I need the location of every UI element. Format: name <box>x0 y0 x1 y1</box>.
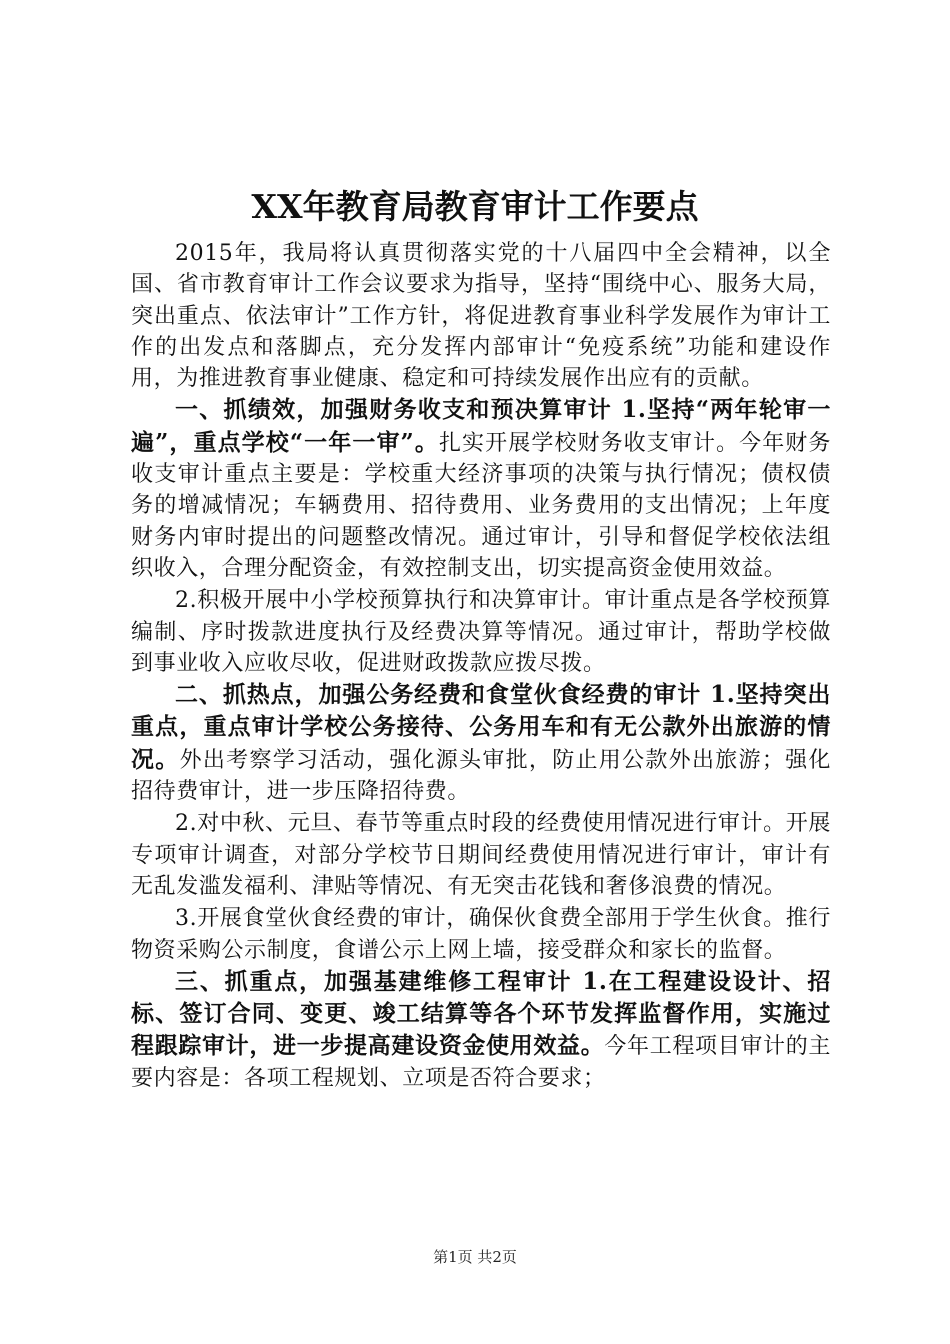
paragraph-text: 2.积极开展中小学校预算执行和决算审计。审计重点是各学校预算编制、序时拨款进度执行及经费决算等情况。通过审计，帮助学校做到事业收入应收尽收，促进财政拨款应拨尽拨。 <box>131 588 831 676</box>
section-heading: 一、抓绩效，加强财务收支和预决算审计 1.坚持“两年轮审一遍”，重点学校“一年一审”。 <box>131 396 831 456</box>
paragraph-section-1-item-2 <box>131 584 831 679</box>
document-title: XX年教育局教育审计工作要点 <box>251 187 699 226</box>
paragraph-text: 外出考察学习活动，强化源头审批，防止用公款外出旅游；强化招待费审计，进一步压降招待费。 <box>131 747 832 805</box>
paragraph-section-2-item-2 <box>131 807 831 902</box>
document-body <box>131 237 831 1094</box>
paragraph-section-3 <box>131 966 831 1094</box>
paragraph-section-2-item-3 <box>131 902 831 966</box>
paragraph-text: 扎实开展学校财务收支审计。今年财务收支审计重点主要是：学校重大经济事项的决策与执行情况；债权债务的增减情况；车辆费用、招待费用、业务费用的支出情况；上年度财务内审时提出的问题整改情况。通过审计，引导和督促学校依法组织收入，合理分配资金，有效控制支出，切实提高资金使用效益。 <box>131 430 831 581</box>
page-number: 第1页 共2页 <box>433 1248 517 1266</box>
paragraph-section-1 <box>131 394 831 584</box>
section-heading: 三、抓重点，加强基建维修工程审计 1.在工程建设设计、招标、签订合同、变更、竣工结算等各个环节发挥监督作用，实施过程跟踪审计，进一步提高建设资金使用效益。 <box>131 967 831 1060</box>
paragraph-text: 今年工程项目审计的主要内容是：各项工程规划、立项是否符合要求； <box>131 1034 831 1091</box>
paragraph-text: 2015年，我局将认真贯彻落实党的十八届四中全会精神，以全国、省市教育审计工作会议要求为指导，坚持“围绕中心、服务大局，突出重点、依法审计”工作方针，将促进教育事业科学发展作为审计工作的出发点和落脚点，充分发挥内部审计“免疫系统”功能和建设作用，为推进教育事业健康、稳定和可持续发展作出应有的贡献。 <box>131 241 831 392</box>
paragraph-text: 2.对中秋、元旦、春节等重点时段的经费使用情况进行审计。开展专项审计调查，对部分学校节日期间经费使用情况进行审计，审计有无乱发滥发福利、津贴等情况、有无突击花钱和奢侈浪费的情况。 <box>131 811 831 899</box>
section-heading: 二、抓热点，加强公务经费和食堂伙食经费的审计 1.坚持突出重点，重点审计学校公务接待、公务用车和有无公款外出旅游的情况。 <box>131 681 831 773</box>
paragraph-section-2 <box>131 679 831 807</box>
paragraph-intro <box>131 237 831 394</box>
paragraph-text: 3.开展食堂伙食经费的审计，确保伙食费全部用于学生伙食。推行物资采购公示制度，食谱公示上网上墙，接受群众和家长的监督。 <box>131 906 831 963</box>
